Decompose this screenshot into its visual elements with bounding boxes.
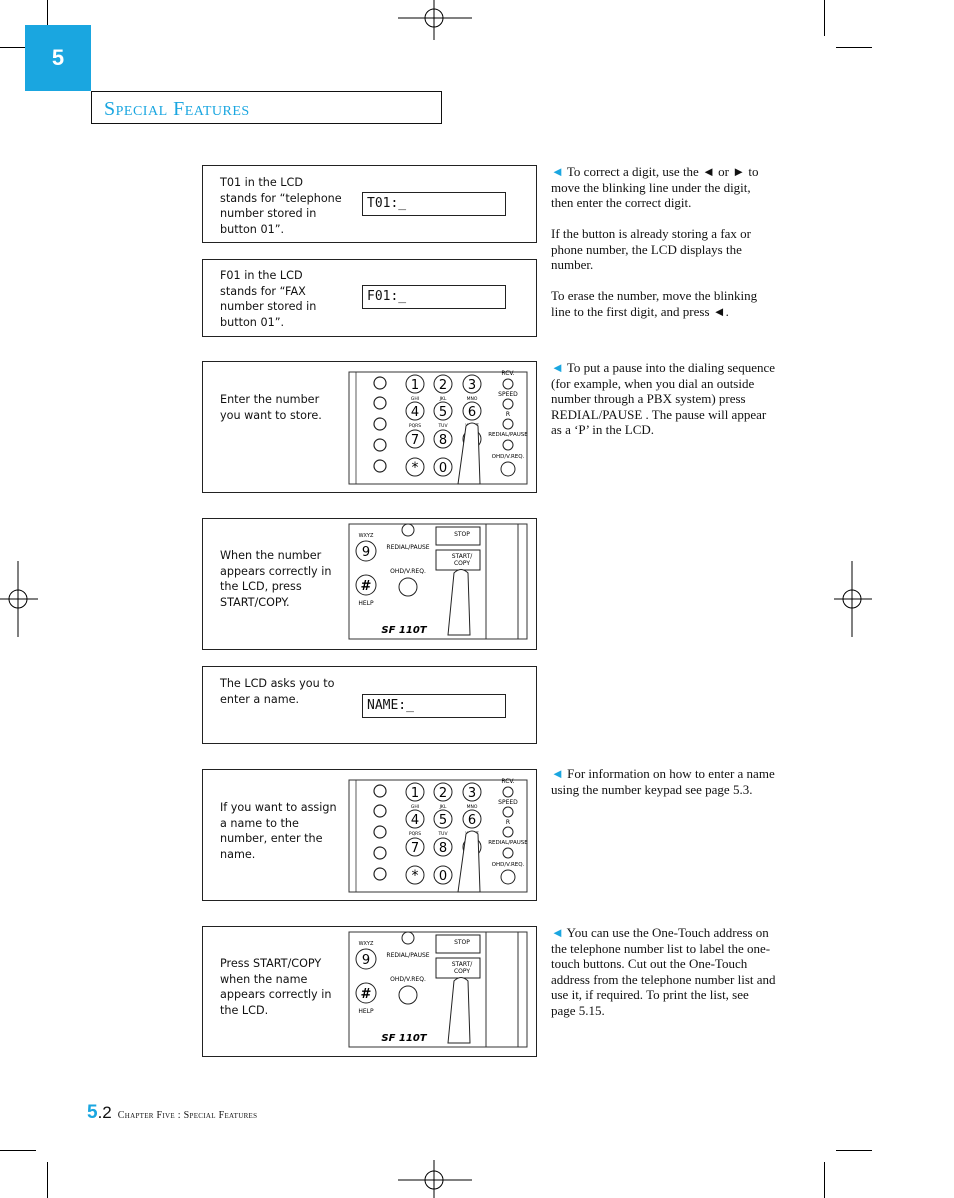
chapter-tab: 5	[25, 25, 91, 91]
speed-label: SPEED	[498, 799, 518, 806]
note-arrow-icon: ◄	[551, 164, 564, 179]
speaker-button	[399, 578, 417, 596]
note-pause	[551, 360, 776, 453]
stop-label: STOP	[454, 939, 470, 946]
one-touch-button	[374, 377, 386, 389]
stop-label: STOP	[454, 531, 470, 538]
model-logo: SF 110T	[381, 1033, 427, 1044]
keypad-key-label: 6	[467, 813, 477, 828]
note-text: To erase the number, move the blinking line to the first digit, and press ◄.	[551, 288, 758, 319]
step-text: If you want to assign a name to the number, enter the name.	[220, 801, 337, 861]
ohd-label: OHD/V.REQ.	[390, 568, 426, 575]
redial-label: REDIAL/PAUSE	[386, 544, 430, 551]
keypad-key-label: 0	[438, 461, 448, 476]
keypad-key-label: 4	[410, 405, 420, 420]
key-letters: JKL	[439, 397, 447, 402]
keypad-key-label: 5	[438, 813, 448, 828]
redial-label: REDIAL/PAUSE	[488, 432, 528, 438]
note-text: For information on how to enter a name using the number keypad see page 5.3.	[551, 766, 775, 797]
speaker-button	[399, 986, 417, 1004]
redial-button	[503, 440, 513, 450]
r-label: R	[505, 411, 511, 418]
keypad-illustration	[348, 774, 530, 894]
keypad-key-label: 3	[467, 378, 477, 393]
note-one-touch-label	[551, 925, 776, 1034]
start-copy-panel-illustration	[348, 523, 530, 641]
registration-mark-right	[834, 561, 872, 637]
registration-mark-top	[398, 0, 472, 40]
rcv-button	[503, 379, 513, 389]
chapter-title: Special Features	[104, 98, 250, 120]
page-number-suffix: .2	[97, 1103, 112, 1122]
key-letters: PQRS	[408, 424, 422, 429]
lcd-display: NAME:_	[362, 694, 506, 718]
model-logo: SF 110T	[381, 625, 427, 636]
star-key-label: *	[411, 460, 419, 476]
keypad-key-label: 5	[438, 405, 448, 420]
keypad-illustration	[348, 366, 530, 486]
redial-button	[402, 932, 414, 944]
copy-label: COPY	[453, 560, 471, 567]
ohd-label: OHD/V.REQ.	[390, 976, 426, 983]
rcv-button	[503, 787, 513, 797]
one-touch-button	[374, 826, 386, 838]
step-text: Press START/COPY when the name appears correctly in the LCD.	[220, 957, 332, 1017]
ohd-label: OHD/V.REQ.	[491, 862, 525, 868]
wxyz-label: WXYZ	[358, 533, 374, 539]
wxyz-label: WXYZ	[358, 941, 374, 947]
start-copy-panel-illustration	[348, 931, 530, 1049]
speaker-button	[501, 870, 515, 884]
star-key-label: *	[411, 868, 419, 884]
keypad-key-label: 4	[410, 813, 420, 828]
note-arrow-icon: ◄	[551, 766, 564, 781]
one-touch-button	[374, 847, 386, 859]
one-touch-button	[374, 785, 386, 797]
start-label: START/	[451, 553, 473, 560]
key-letters: MNO	[466, 805, 478, 810]
step-text: T01 in the LCD stands for “telephone number stored in button 01”.	[220, 176, 342, 236]
redial-button	[402, 524, 414, 536]
key-letters: GHI	[410, 805, 420, 810]
lcd-display: F01:_	[362, 285, 506, 309]
page-footer	[87, 1102, 257, 1124]
one-touch-button	[374, 418, 386, 430]
keypad-key-label: 1	[410, 378, 420, 393]
help-label: HELP	[358, 600, 374, 607]
redial-label: REDIAL/PAUSE	[386, 952, 430, 959]
speed-button	[503, 399, 513, 409]
note-enter-name	[551, 766, 776, 813]
registration-mark-bottom	[398, 1160, 472, 1198]
note-arrow-icon: ◄	[551, 925, 564, 940]
r-label: R	[505, 819, 511, 826]
keypad-key-label: 7	[410, 841, 420, 856]
hash-key-label: #	[360, 987, 372, 1002]
keypad-key-label: 8	[438, 841, 448, 856]
footer-chapter-text: Chapter Five : Special Features	[117, 1110, 258, 1121]
keypad-key-label: 6	[467, 405, 477, 420]
keypad-key-label: 2	[438, 378, 448, 393]
key-letters: JKL	[439, 805, 447, 810]
ohd-label: OHD/V.REQ.	[491, 454, 525, 460]
keypad-key-label: 7	[410, 433, 420, 448]
r-button	[503, 419, 513, 429]
speaker-button	[501, 462, 515, 476]
rcv-label: RCV.	[501, 778, 515, 785]
note-text: To correct a digit, use the ◄ or ► to move the blinking line under the digit, then enter the correct digit.	[551, 164, 759, 210]
one-touch-button	[374, 439, 386, 451]
key-9-label: 9	[361, 953, 371, 968]
registration-mark-left	[0, 561, 38, 637]
page-number-prefix: 5	[87, 1102, 98, 1123]
start-label: START/	[451, 961, 473, 968]
hash-key-label: #	[360, 579, 372, 594]
redial-button	[503, 848, 513, 858]
rcv-label: RCV.	[501, 370, 515, 377]
key-letters: GHI	[410, 397, 420, 402]
note-correct-digit	[551, 164, 776, 335]
keypad-key-label: 2	[438, 786, 448, 801]
keypad-key-label: 8	[438, 433, 448, 448]
copy-label: COPY	[453, 968, 471, 975]
step-text: Enter the number you want to store.	[220, 393, 322, 422]
keypad-key-label: 0	[438, 869, 448, 884]
one-touch-button	[374, 805, 386, 817]
key-letters: TUV	[438, 832, 448, 837]
note-text: You can use the One-Touch address on the telephone number list to label the one-touch buttons. Cut out the One-Touch address from the telephone number list and use it, if required. To print the list, see page 5.15.	[551, 925, 776, 1018]
key-letters: TUV	[438, 424, 448, 429]
help-label: HELP	[358, 1008, 374, 1015]
key-9-label: 9	[361, 545, 371, 560]
keypad-key-label: 1	[410, 786, 420, 801]
speed-button	[503, 807, 513, 817]
note-text: If the button is already storing a fax or phone number, the LCD displays the number.	[551, 226, 751, 272]
r-button	[503, 827, 513, 837]
note-arrow-icon: ◄	[551, 360, 564, 375]
step-text: F01 in the LCD stands for “FAX number stored in button 01”.	[220, 269, 317, 329]
redial-label: REDIAL/PAUSE	[488, 840, 528, 846]
keypad-key-label: 3	[467, 786, 477, 801]
step-text: When the number appears correctly in the LCD, press START/COPY.	[220, 549, 332, 609]
one-touch-button	[374, 397, 386, 409]
note-text: To put a pause into the dialing sequence (for example, when you dial an outside number through a PBX system) press REDIAL/PAUSE . The pause will appear as a ‘P’ in the LCD.	[551, 360, 776, 437]
one-touch-button	[374, 460, 386, 472]
step-text: The LCD asks you to enter a name.	[220, 677, 335, 706]
key-letters: PQRS	[408, 832, 422, 837]
speed-label: SPEED	[498, 391, 518, 398]
lcd-display: T01:_	[362, 192, 506, 216]
one-touch-button	[374, 868, 386, 880]
key-letters: MNO	[466, 397, 478, 402]
